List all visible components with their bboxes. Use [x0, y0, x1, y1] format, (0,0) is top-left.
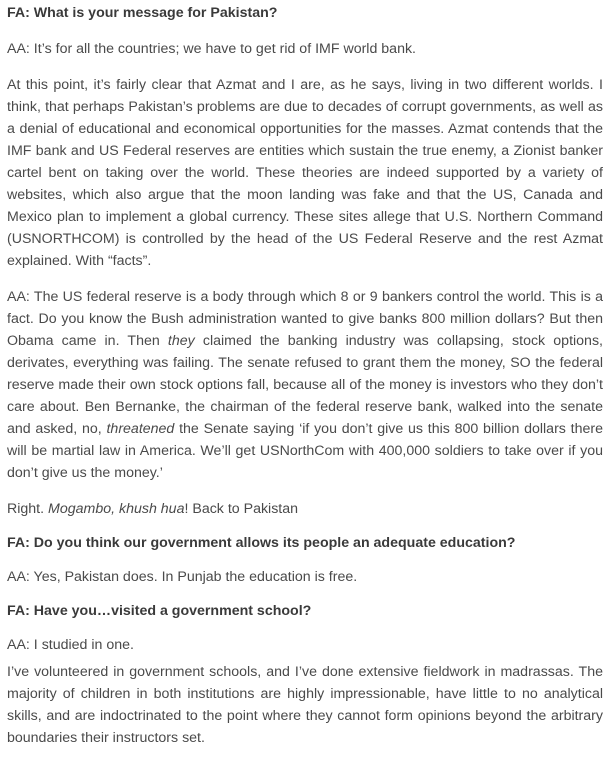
question-adequate-education: FA: Do you think our government allows its people an adequate education? [7, 535, 516, 551]
answer-studied-in-one: AA: I studied in one. [7, 637, 134, 653]
answer-federal-reserve-text-1: AA: The US federal reserve is a body through which 8 or 9 bankers control the world. This is a fact. Do you know the Bush administration wanted to give banks 800 million dollars? But then Obama came in. Then [7, 289, 603, 349]
emphasis-they: they [167, 333, 195, 349]
emphasis-threatened: threatened [106, 421, 175, 437]
answer-federal-reserve-text-3: the Senate saying ‘if you don’t give us this 800 billion dollars there will be martial law in America. We’ll get USNorthCom with 400,000 soldiers to take over if you don’t give us the money.’ [7, 421, 603, 481]
back-to-pakistan-text-1: Right. [7, 501, 49, 517]
answer-imf-world-bank: AA: It’s for all the countries; we have to get rid of IMF world bank. [7, 41, 416, 57]
answer-punjab-education: AA: Yes, Pakistan does. In Punjab the education is free. [7, 569, 358, 585]
question-government-school: FA: Have you…visited a government school? [7, 603, 312, 619]
back-to-pakistan-text-2: ! Back to Pakistan [184, 501, 299, 517]
paragraph-two-different-worlds: At this point, it’s fairly clear that Azmat and I are, as he says, living in two different worlds. I think, that perhaps Pakistan’s problems are due to decades of corrupt governments, as well as a denial of educational and economical opportunities for the masses. Azmat contends that the IMF bank and US Federal reserves are entities which sustain the true enemy, a Zionist banker cartel bent on taking over the world. These theories are indeed supported by a variety of websites, which also argue that the moon landing was fake and that the US, Canada and Mexico plan to implement a global currency. These sites allege that U.S. Northern Command (USNORTHCOM) is controlled by the head of the US Federal Reserve and the rest Azmat explained. With “facts”. [7, 77, 603, 269]
paragraph-madrassas-fieldwork: I’ve volunteered in government schools, and I’ve done extensive fieldwork in madrassas. The majority of children in both institutions are highly impressionable, have little to no analytical skills, and are indoctrinated to the point where they cannot form opinions beyond the arbitrary boundaries their instructors set. [7, 664, 603, 746]
answer-federal-reserve-text-2: claimed the banking industry was collapsing, stock options, derivates, everything was failing. The senate refused to grant them the money, SO the federal reserve made their own stock options fall, because all of the money is investors who they don’t care about. Ben Bernanke, the chairman of the federal reserve bank, walked into the senate and asked, no, [7, 333, 603, 437]
question-message-for-pakistan: FA: What is your message for Pakistan? [7, 5, 278, 21]
paragraph-back-to-pakistan [7, 498, 603, 520]
answer-federal-reserve [7, 286, 603, 484]
emphasis-mogambo: Mogambo, khush hua [48, 501, 185, 517]
